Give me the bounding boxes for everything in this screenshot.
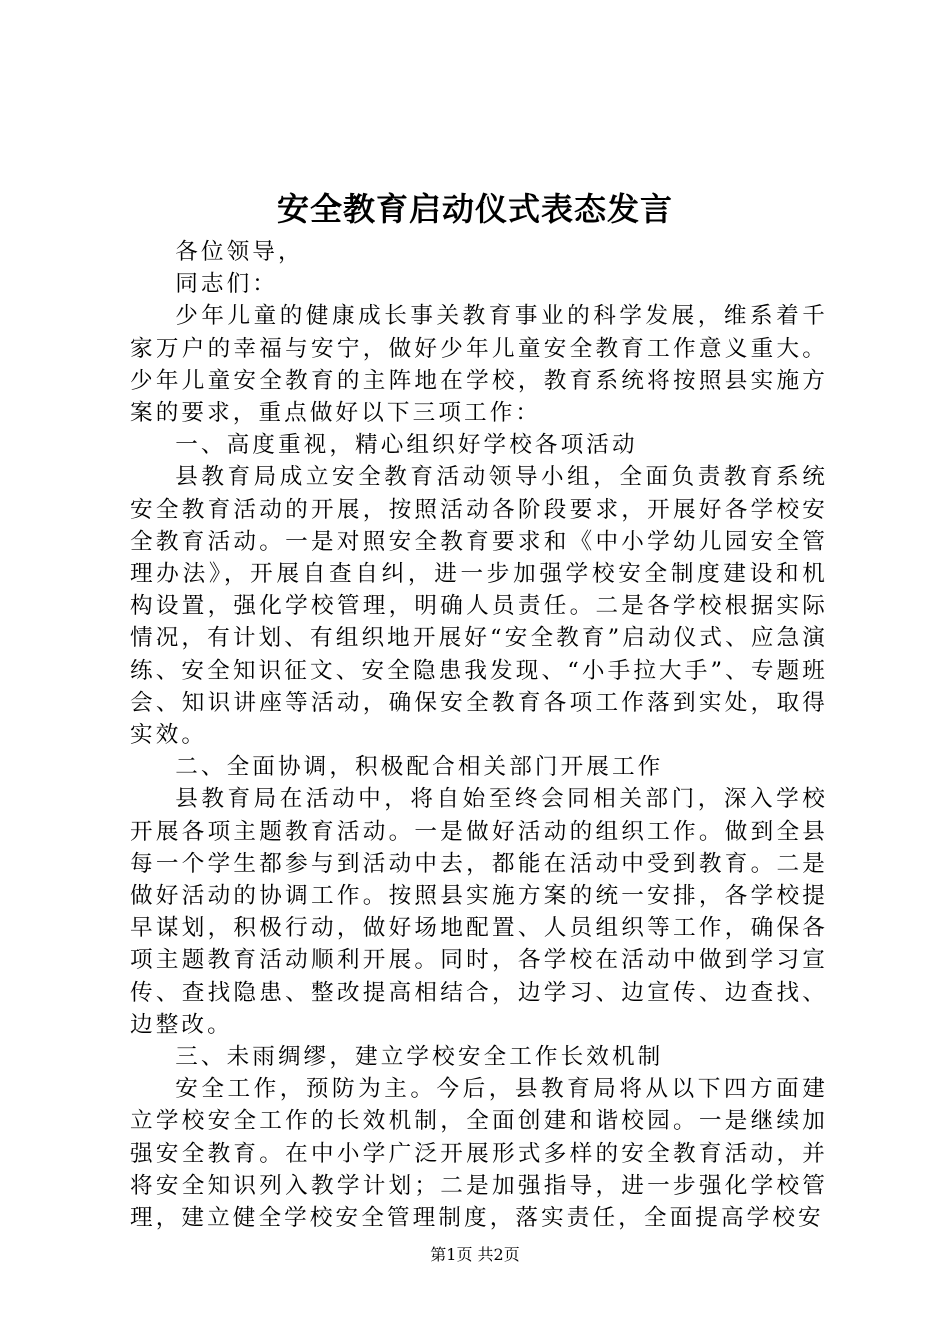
document-body: [130, 236, 828, 1234]
section-heading-3: 三、未雨绸缪，建立学校安全工作长效机制: [175, 1044, 664, 1071]
section-paragraph-3: 安全工作，预防为主。今后，县教育局将从以下四方面建立学校安全工作的长效机制，全面创建和谐校园。一是继续加强安全教育。在中小学广泛开展形式多样的安全教育活动，并将安全知识列入教学计划；二是加强指导，进一步强化学校管理，建立健全学校安全管理制度，落实责任，全面提高学校安: [130, 1076, 828, 1232]
section-paragraph-2: 县教育局在活动中，将自始至终会同相关部门，深入学校开展各项主题教育活动。一是做好活动的组织工作。做到全县每一个学生都参与到活动中去，都能在活动中受到教育。二是做好活动的协调工作。按照县实施方案的统一安排，各学校提早谋划，积极行动，做好场地配置、人员组织等工作，确保各项主题教育活动顺利开展。同时，各学校在活动中做到学习宣传、查找隐患、整改提高相结合，边学习、边宣传、边查找、边整改。: [130, 786, 828, 1038]
salutation-leaders: 各位领导，: [175, 239, 304, 265]
section-heading-1: 一、高度重视，精心组织好学校各项活动: [175, 432, 638, 459]
salutation-comrades: 同志们：: [175, 271, 278, 298]
document-title: 安全教育启动仪式表态发言: [276, 190, 673, 228]
intro-paragraph: 少年儿童的健康成长事关教育事业的科学发展，维系着千家万户的幸福与安宁，做好少年儿童安全教育工作意义重大。少年儿童安全教育的主阵地在学校，教育系统将按照县实施方案的要求，重点做好以下三项工作：: [130, 303, 828, 427]
page-number-footer: 第1页 共2页: [430, 1245, 520, 1264]
section-heading-2: 二、全面协调，积极配合相关部门开展工作: [175, 754, 664, 781]
section-paragraph-1: 县教育局成立安全教育活动领导小组，全面负责教育系统安全教育活动的开展，按照活动各阶段要求，开展好各学校安全教育活动。一是对照安全教育要求和《中小学幼儿园安全管理办法》，开展自查自纠，进一步加强学校安全制度建设和机构设置，强化学校管理，明确人员责任。二是各学校根据实际情况，有计划、有组织地开展好“安全教育”启动仪式、应急演练、安全知识征文、安全隐患我发现、“小手拉大手”、专题班会、知识讲座等活动，确保安全教育各项工作落到实处，取得实效。: [130, 464, 828, 749]
